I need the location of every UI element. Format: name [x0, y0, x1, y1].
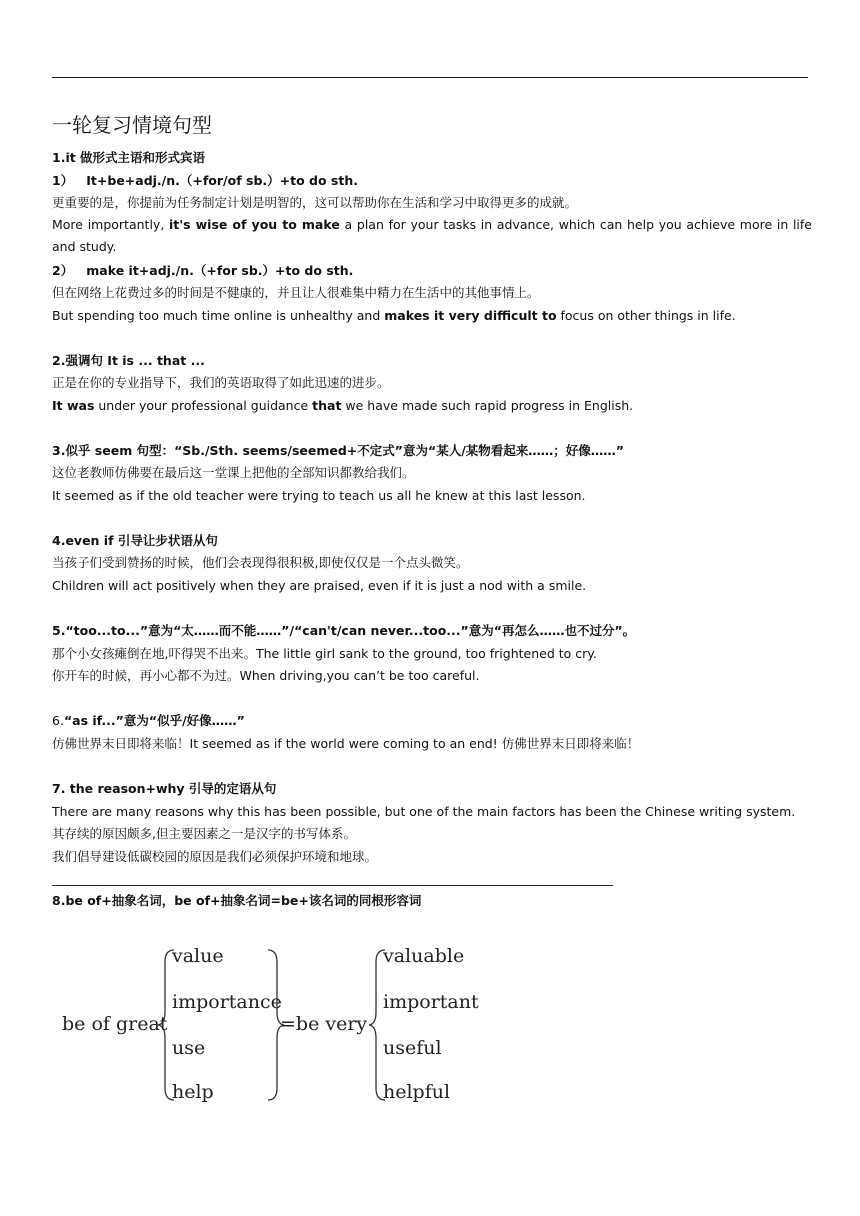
section-6-zh-1: 仿佛世界末日即将来临！ — [52, 736, 190, 751]
section-5-heading: 5.“too...to...”意为“太……而不能……”/“can't/can never...too...”意为“再怎么……也不过分”。 — [52, 623, 636, 638]
word-family-diagram — [52, 928, 482, 1118]
section-1-zh-2: 但在网络上花费过多的时间是不健康的，并且让人很难集中精力在生活中的其他事情上。 — [52, 285, 540, 300]
section-1-en-2 — [52, 306, 736, 326]
section-7-heading: 7. the reason+why 引导的定语从句 — [52, 781, 277, 796]
section-1-en-1 — [52, 214, 812, 258]
en-bold-it-was: It was — [52, 398, 95, 413]
section-1-pattern-1 — [52, 171, 358, 191]
noun-help: help — [172, 1081, 214, 1103]
underscore-separator: ________________________________________________________________________________________________________________ — [52, 872, 612, 886]
section-3-heading: 3.似乎 seem 句型：“Sb./Sth. seems/seemed+不定式”意为“某人/某物看起来……；好像……” — [52, 443, 624, 458]
pattern-2-number: 2） — [52, 263, 74, 278]
line-1-en: The little girl sank to the ground, too frightened to cry. — [255, 646, 597, 661]
section-6-line — [52, 734, 639, 754]
be-of-great-label: be of great — [62, 1013, 168, 1035]
section-6-number: 6. — [52, 713, 64, 728]
section-1-pattern-2 — [52, 261, 353, 281]
section-2-heading: 2.强调句 It is ... that ... — [52, 353, 205, 368]
section-7-zh-2: 我们倡导建设低碳校园的原因是我们必须保护环境和地球。 — [52, 849, 378, 864]
en-2-pre: But spending too much time online is unhealthy and — [52, 308, 385, 323]
en-1-pre: More importantly, — [52, 217, 169, 232]
section-4-heading: 4.even if 引导让步状语从句 — [52, 533, 218, 548]
en-1-bold: it's wise of you to make — [169, 217, 340, 232]
section-5-line-1 — [52, 644, 597, 664]
section-8-heading: 8.be of+抽象名词，be of+抽象名词=be+该名词的同根形容词 — [52, 893, 422, 908]
page-title: 一轮复习情境句型 — [52, 113, 212, 137]
adjective-useful: useful — [383, 1037, 442, 1059]
adjective-helpful: helpful — [383, 1081, 451, 1103]
pattern-1-number: 1） — [52, 173, 74, 188]
section-3-zh: 这位老教师仿佛要在最后这一堂课上把他的全部知识都教给我们。 — [52, 465, 415, 480]
adjective-valuable: valuable — [383, 945, 465, 967]
section-6-en: It seemed as if the world were coming to an end! — [189, 736, 498, 751]
section-7-en: There are many reasons why this has been possible, but one of the main factors has been the Chinese writing system. — [52, 804, 796, 819]
pattern-1-text: It+be+adj./n.（+for/of sb.）+to do sth. — [86, 173, 358, 188]
section-1-heading: 1.it 做形式主语和形式宾语 — [52, 150, 206, 165]
section-6-title: “as if...”意为“似乎/好像……” — [63, 713, 245, 728]
line-2-zh: 你开车的时候，再小心都不为过。 — [52, 668, 240, 683]
en-post: we have made such rapid progress in English. — [341, 398, 634, 413]
en-mid: under your professional guidance — [94, 398, 313, 413]
section-7-zh-1: 其存续的原因颇多,但主要因素之一是汉字的书写体系。 — [52, 826, 356, 841]
adjective-important: important — [383, 991, 479, 1013]
section-6-heading — [52, 711, 245, 731]
line-1-zh: 那个小女孩瘫倒在地,吓得哭不出来。 — [52, 646, 256, 661]
en-1-post: a plan for your tasks in advance, which can help you achieve more in life and study. — [52, 217, 812, 254]
en-bold-that: that — [312, 398, 342, 413]
section-6-zh-2: 仿佛世界末日即将来临！ — [501, 736, 640, 751]
header-rule — [52, 77, 808, 78]
noun-value: value — [172, 945, 224, 967]
section-2-en — [52, 396, 633, 416]
be-very-label: =be very — [280, 1013, 368, 1035]
noun-use: use — [172, 1037, 206, 1059]
section-2-zh: 正是在你的专业指导下，我们的英语取得了如此迅速的进步。 — [52, 375, 390, 390]
section-5-line-2 — [52, 666, 480, 686]
en-2-bold: makes it very difficult to — [384, 308, 557, 323]
section-1-zh-1: 更重要的是，你提前为任务制定计划是明智的，这可以帮助你在生活和学习中取得更多的成就。 — [52, 195, 578, 210]
section-4-zh: 当孩子们受到赞扬的时候，他们会表现得很积极,即使仅仅是一个点头微笑。 — [52, 555, 469, 570]
line-2-en: When driving,you can’t be too careful. — [239, 668, 480, 683]
section-4-en: Children will act positively when they are praised, even if it is just a nod with a smile. — [52, 578, 587, 593]
pattern-2-text: make it+adj./n.（+for sb.）+to do sth. — [86, 263, 354, 278]
section-3-en: It seemed as if the old teacher were trying to teach us all he knew at this last lesson. — [52, 488, 586, 503]
en-2-post: focus on other things in life. — [556, 308, 736, 323]
noun-importance: importance — [172, 991, 282, 1013]
